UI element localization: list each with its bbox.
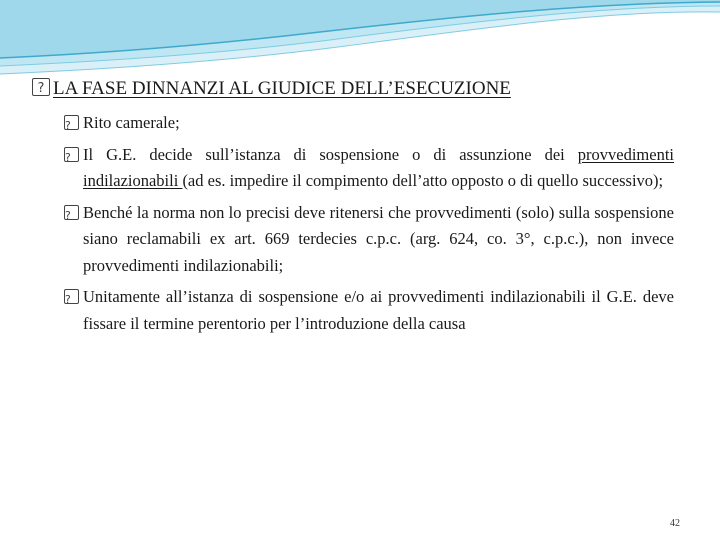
missing-glyph-icon (32, 78, 50, 96)
bullet-list (64, 110, 674, 342)
slide-title-text: LA FASE DINNANZI AL GIUDICE DELL’ESECUZIONE (53, 78, 511, 99)
missing-glyph-icon (64, 147, 79, 162)
page-number: 42 (670, 518, 680, 529)
bullet-text: Il G.E. decide sull’istanza di sospensione o di assunzione dei (83, 144, 578, 164)
bullet-text-underlined: provvedimenti indilazionabili (83, 144, 674, 190)
missing-glyph-icon (64, 205, 79, 220)
bullet-text: Rito camerale; (83, 113, 180, 132)
slide-title (32, 76, 692, 102)
bullet-item (64, 110, 674, 137)
bullet-item (64, 284, 674, 337)
bullet-item (64, 200, 674, 280)
bullet-text: Benché la norma non lo precisi deve ritenersi che provvedimenti (solo) sulla sospensione siano reclamabili ex art. 669 terdecies c.p.c. (arg. 624, co. 3°, c.p.c.), non invece provvedimenti indilazionabili; (83, 202, 674, 275)
bullet-item (64, 142, 674, 195)
missing-glyph-icon (64, 115, 79, 130)
bullet-text: Unitamente all’istanza di sospensione e/o ai provvedimenti indilazionabili il G.E. deve fissare il termine perentorio per l’introduzione della causa (83, 287, 674, 333)
missing-glyph-icon (64, 289, 79, 304)
bullet-text: (ad es. impedire il compimento dell’atto opposto o di quello successivo); (182, 171, 664, 190)
